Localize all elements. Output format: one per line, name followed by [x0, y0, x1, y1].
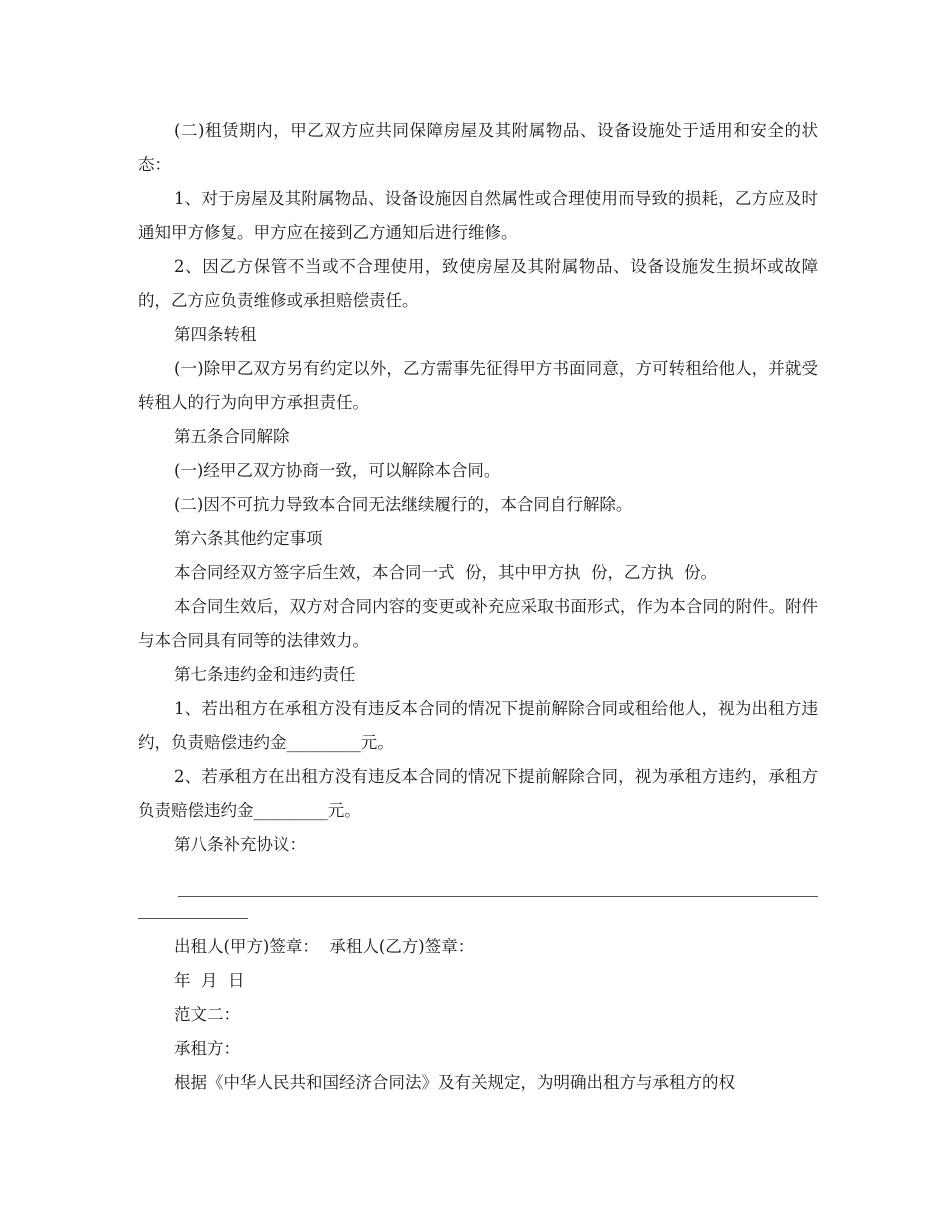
paragraph-sublease: (一)除甲乙双方另有约定以外，乙方需事先征得甲方书面同意，方可转租给他人，并就受转租人的行为向甲方承担责任。 — [138, 359, 818, 412]
supplement-blank-line-continuation — [138, 918, 248, 919]
paragraph-termination-force-majeure: (二)因不可抗力导致本合同无法继续履行的，本合同自行解除。 — [174, 495, 633, 514]
paragraph-natural-wear: 1、对于房屋及其附属物品、设备设施因自然属性或合理使用而导致的损耗，乙方应及时通知甲方修复。甲方应在接到乙方通知后进行维修。 — [138, 189, 818, 242]
paragraph-amendments: 本合同生效后，双方对合同内容的变更或补充应采取书面形式，作为本合同的附件。附件与本合同具有同等的法律效力。 — [138, 597, 818, 650]
paragraph-termination-mutual: (一)经甲乙双方协商一致，可以解除本合同。 — [174, 461, 501, 480]
paragraph-copies: 本合同经双方签字后生效，本合同一式 份，其中甲方执 份，乙方执 份。 — [174, 563, 717, 582]
heading-article-7: 第七条违约金和违约责任 — [174, 665, 356, 684]
heading-article-4: 第四条转租 — [174, 325, 257, 344]
paragraph-maintenance-clause: (二)租赁期内，甲乙双方应共同保障房屋及其附属物品、设备设施处于适用和安全的状态： — [138, 121, 818, 174]
heading-article-5: 第五条合同解除 — [174, 427, 290, 446]
supplement-line-row — [138, 862, 818, 896]
date-line: 年 月 日 — [174, 971, 245, 990]
paragraph-lessor-breach: 1、若出租方在承租方没有违反本合同的情况下提前解除合同或租给他人，视为出租方违约，负责赔偿违约金_________元。 — [138, 699, 818, 752]
document-body — [138, 114, 818, 1100]
heading-article-6: 第六条其他约定事项 — [174, 529, 323, 548]
signature-line: 出租人(甲方)签章： 承租人(乙方)签章： — [174, 937, 475, 956]
paragraph-lessee-breach: 2、若承租方在出租方没有违反本合同的情况下提前解除合同，视为承租方违约，承租方负责赔偿违约金_________元。 — [138, 767, 818, 820]
sample-heading: 范文二： — [174, 1005, 240, 1024]
paragraph-improper-use: 2、因乙方保管不当或不合理使用，致使房屋及其附属物品、设备设施发生损坏或故障的，乙方应负责维修或承担赔偿责任。 — [138, 257, 818, 310]
paragraph-legal-basis: 根据《中华人民共和国经济合同法》及有关规定，为明确出租方与承租方的权 — [174, 1073, 735, 1092]
heading-article-8: 第八条补充协议： — [174, 835, 306, 854]
supplement-line-continuation-row — [138, 896, 818, 930]
lessee-label: 承租方： — [174, 1039, 240, 1058]
